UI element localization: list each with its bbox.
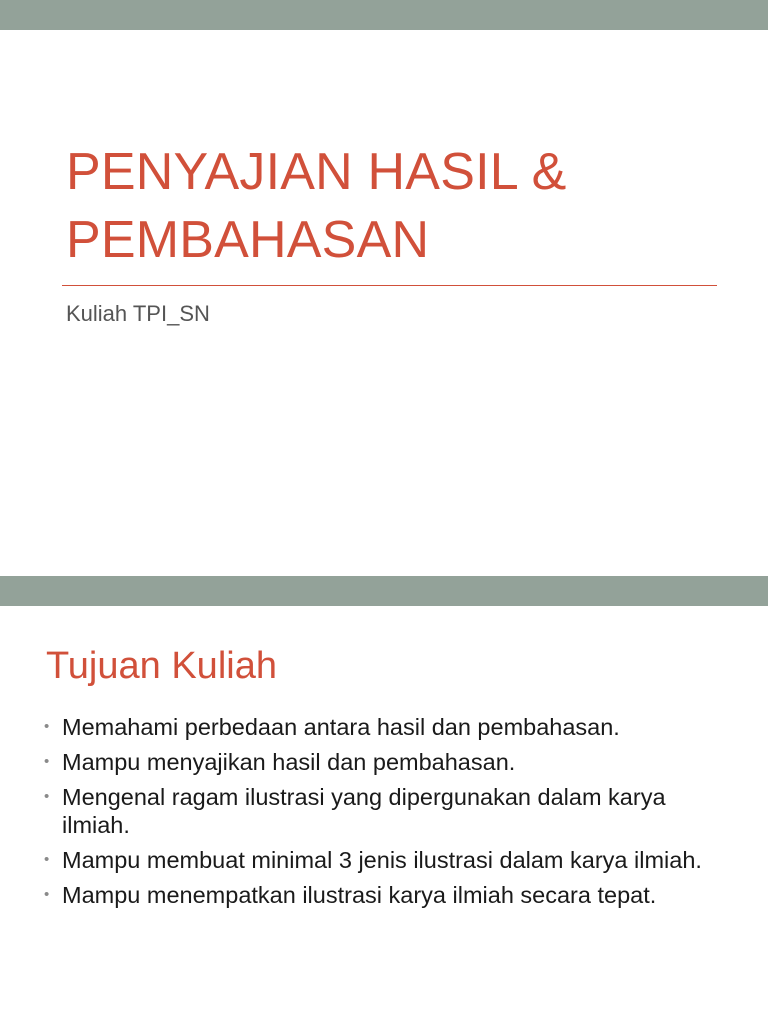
- objectives-list: [44, 713, 734, 916]
- bullet-dot-icon: •: [44, 886, 50, 903]
- slide-objectives: [0, 576, 768, 1024]
- list-item-text: Memahami perbedaan antara hasil dan pembahasan.: [62, 714, 620, 740]
- bullet-dot-icon: •: [44, 788, 50, 805]
- title-divider: [62, 285, 717, 286]
- slide-header-bar: [0, 576, 768, 606]
- list-item: [44, 748, 734, 776]
- bullet-dot-icon: •: [44, 753, 50, 770]
- slide-subtitle: Kuliah TPI_SN: [66, 301, 210, 326]
- list-item-text: Mengenal ragam ilustrasi yang dipergunakan dalam karya ilmiah.: [62, 784, 666, 838]
- slide-header-bar: [0, 0, 768, 30]
- bullet-dot-icon: •: [44, 851, 50, 868]
- list-item-text: Mampu menempatkan ilustrasi karya ilmiah secara tepat.: [62, 882, 657, 908]
- list-item-text: Mampu menyajikan hasil dan pembahasan.: [62, 749, 516, 775]
- section-heading: Tujuan Kuliah: [46, 645, 277, 687]
- list-item-text: Mampu membuat minimal 3 jenis ilustrasi dalam karya ilmiah.: [62, 847, 702, 873]
- slide-title-text: PENYAJIAN HASIL & PEMBAHASAN: [66, 143, 567, 269]
- bullet-dot-icon: •: [44, 718, 50, 735]
- list-item: [44, 881, 734, 909]
- list-item: [44, 846, 734, 874]
- list-item: [44, 713, 734, 741]
- list-item: [44, 783, 734, 839]
